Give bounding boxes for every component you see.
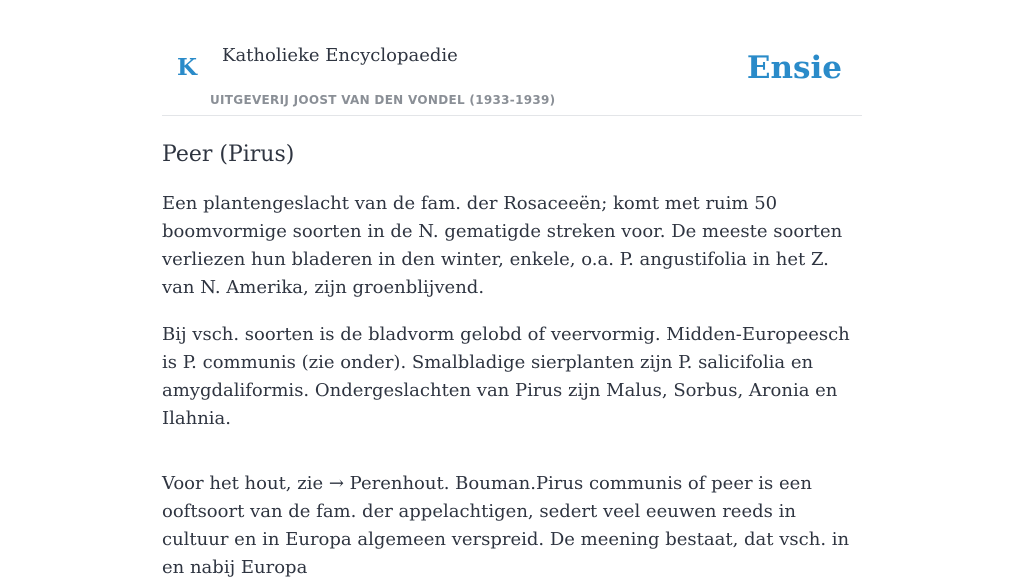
article-body bbox=[162, 190, 862, 582]
publication-title[interactable]: Katholieke Encyclopaedie bbox=[222, 45, 458, 66]
article-paragraph: Voor het hout, zie → Perenhout. Bouman.Pirus communis of peer is een ooftsoort van de fam. der appelachtigen, sedert veel eeuwen reeds in cultuur en in Europa algemeen verspreid. De meening bestaat, dat vsch. in en nabij Europa bbox=[162, 473, 850, 578]
page bbox=[162, 0, 862, 582]
article-title: Peer (Pirus) bbox=[162, 142, 295, 167]
site-header bbox=[162, 0, 862, 116]
ensie-logo-link[interactable]: Ensie bbox=[746, 50, 842, 86]
publication-logo[interactable]: K bbox=[177, 54, 197, 81]
article-paragraph: Een plantengeslacht van de fam. der Rosaceeën; komt met ruim 50 boomvormige soorten in de N. gematigde streken voor. De meeste soorten verliezen hun bladeren in den winter, enkele, o.a. P. angustifolia in het Z. van N. Amerika, zijn groenblijvend. bbox=[162, 193, 843, 298]
publisher-label: UITGEVERIJ JOOST VAN DEN VONDEL (1933-1939) bbox=[210, 93, 556, 107]
article-paragraph: Bij vsch. soorten is de bladvorm gelobd of veervormig. Midden-Europeesch is P. communis (zie onder). Smalbladige sierplanten zijn P. salicifolia en amygdaliformis. Ondergeslachten van Pirus zijn Malus, Sorbus, Aronia en Ilahnia. bbox=[162, 324, 850, 429]
